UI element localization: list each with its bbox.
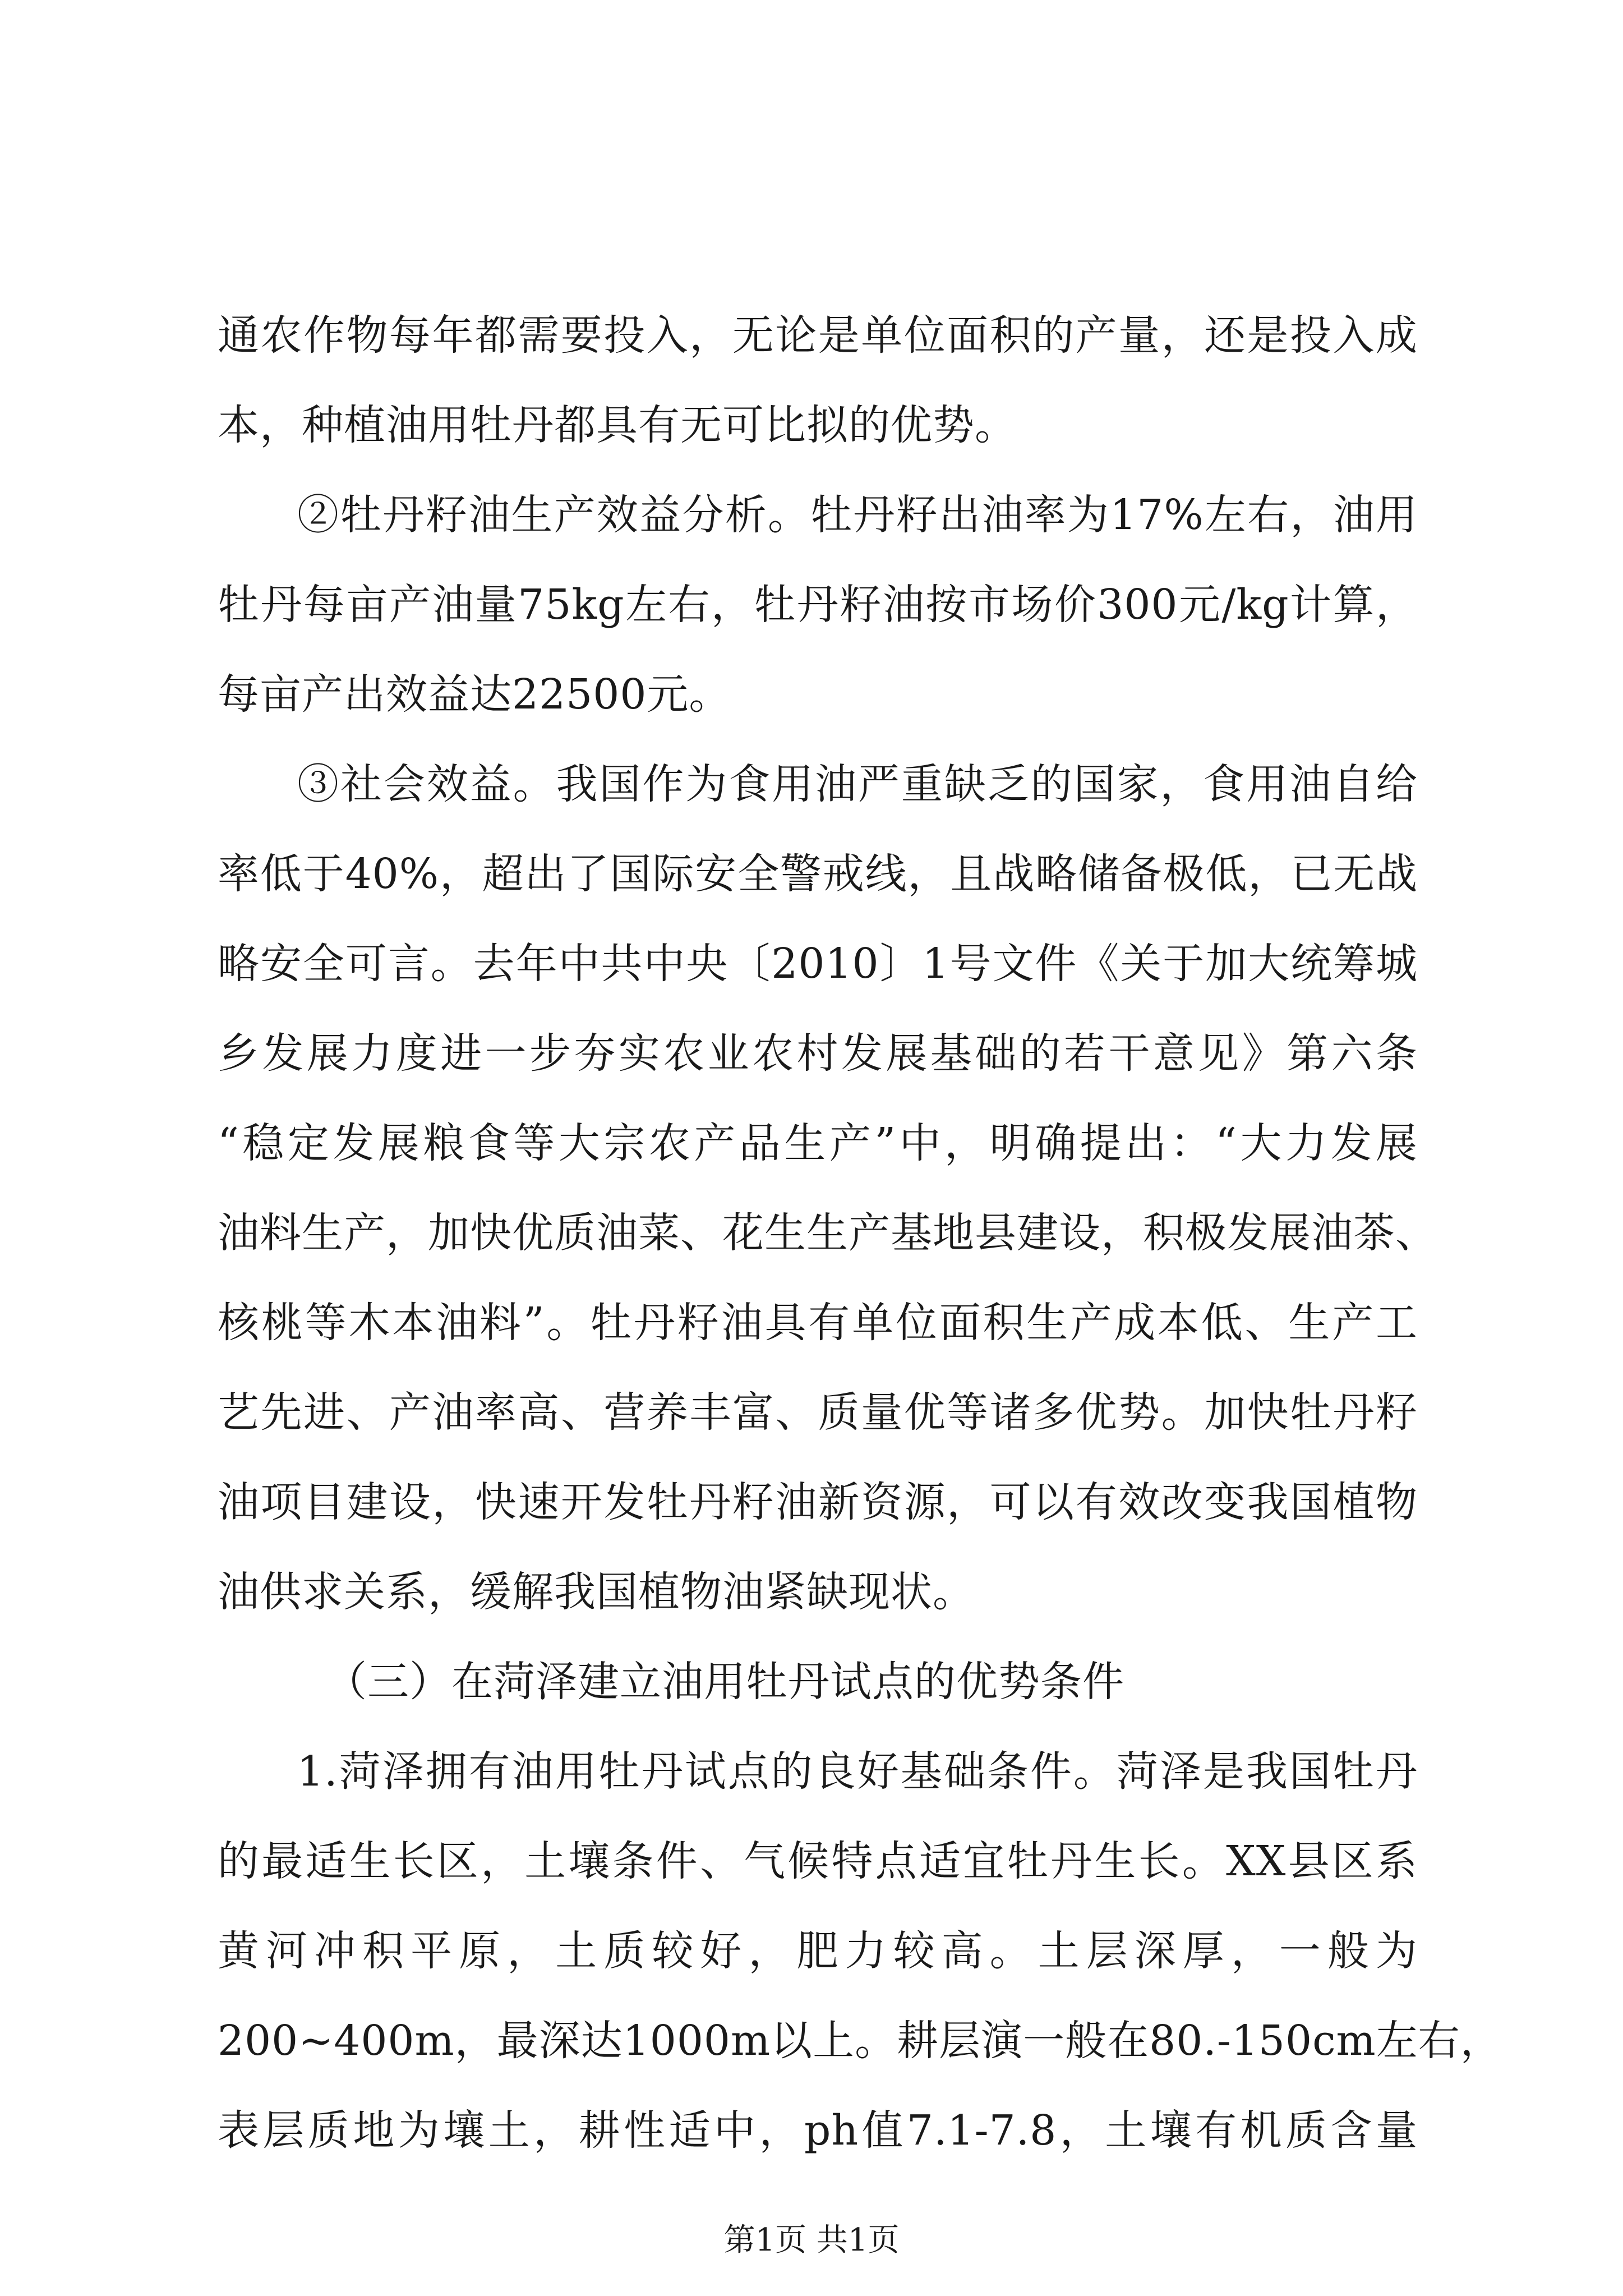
body-text-line: 油料生产，加快优质油菜、花生生产基地县建设，积极发展油茶、 — [218, 1209, 1437, 1257]
body-text-line: “稳定发展粮食等大宗农产品生产”中，明确提出：“大力发展 — [218, 1119, 1418, 1167]
body-text-line: 油供求关系，缓解我国植物油紧缺现状。 — [218, 1568, 975, 1616]
body-text-line: 率低于40%，超出了国际安全警戒线，且战略储备极低，已无战 — [218, 850, 1418, 898]
body-text-line: 的最适生长区，土壤条件、气候特点适宜牡丹生长。XX县区系 — [218, 1837, 1418, 1885]
body-text-line: 牡丹每亩产油量75kg左右，牡丹籽油按市场价300元/kg计算， — [218, 581, 1418, 629]
body-text-line: 1.菏泽拥有油用牡丹试点的良好基础条件。菏泽是我国牡丹 — [297, 1747, 1418, 1796]
page-footer: 第1页 共1页 — [723, 2222, 900, 2258]
body-text-line: 油项目建设，快速开发牡丹籽油新资源，可以有效改变我国植物 — [218, 1478, 1418, 1526]
body-text-line: 通农作物每年都需要投入，无论是单位面积的产量，还是投入成 — [218, 311, 1418, 360]
body-text-line: ③社会效益。我国作为食用油严重缺乏的国家，食用油自给 — [297, 760, 1418, 808]
body-text-line: ②牡丹籽油生产效益分析。牡丹籽出油率为17%左右，油用 — [297, 491, 1418, 539]
body-text-line: 黄河冲积平原，土质较好，肥力较高。土层深厚，一般为 — [218, 1927, 1418, 1975]
body-text-line: 略安全可言。去年中共中央〔2010〕1号文件《关于加大统筹城 — [218, 940, 1418, 988]
body-text-line: 乡发展力度进一步夯实农业农村发展基础的若干意见》第六条 — [218, 1029, 1418, 1078]
body-text-line: 本，种植油用牡丹都具有无可比拟的优势。 — [218, 401, 1017, 449]
section-heading: （三）在菏泽建立油用牡丹试点的优势条件 — [325, 1658, 1124, 1706]
body-text-line: 核桃等木本油料”。牡丹籽油具有单位面积生产成本低、生产工 — [218, 1299, 1418, 1347]
body-text-line: 艺先进、产油率高、营养丰富、质量优等诸多优势。加快牡丹籽 — [218, 1388, 1418, 1437]
body-text-line: 200~400m，最深达1000m以上。耕层演一般在80.-150cm左右， — [218, 2017, 1502, 2065]
body-text-line: 表层质地为壤土，耕性适中，ph值7.1-7.8，土壤有机质含量 — [218, 2106, 1418, 2155]
body-text-line: 每亩产出效益达22500元。 — [218, 670, 731, 719]
